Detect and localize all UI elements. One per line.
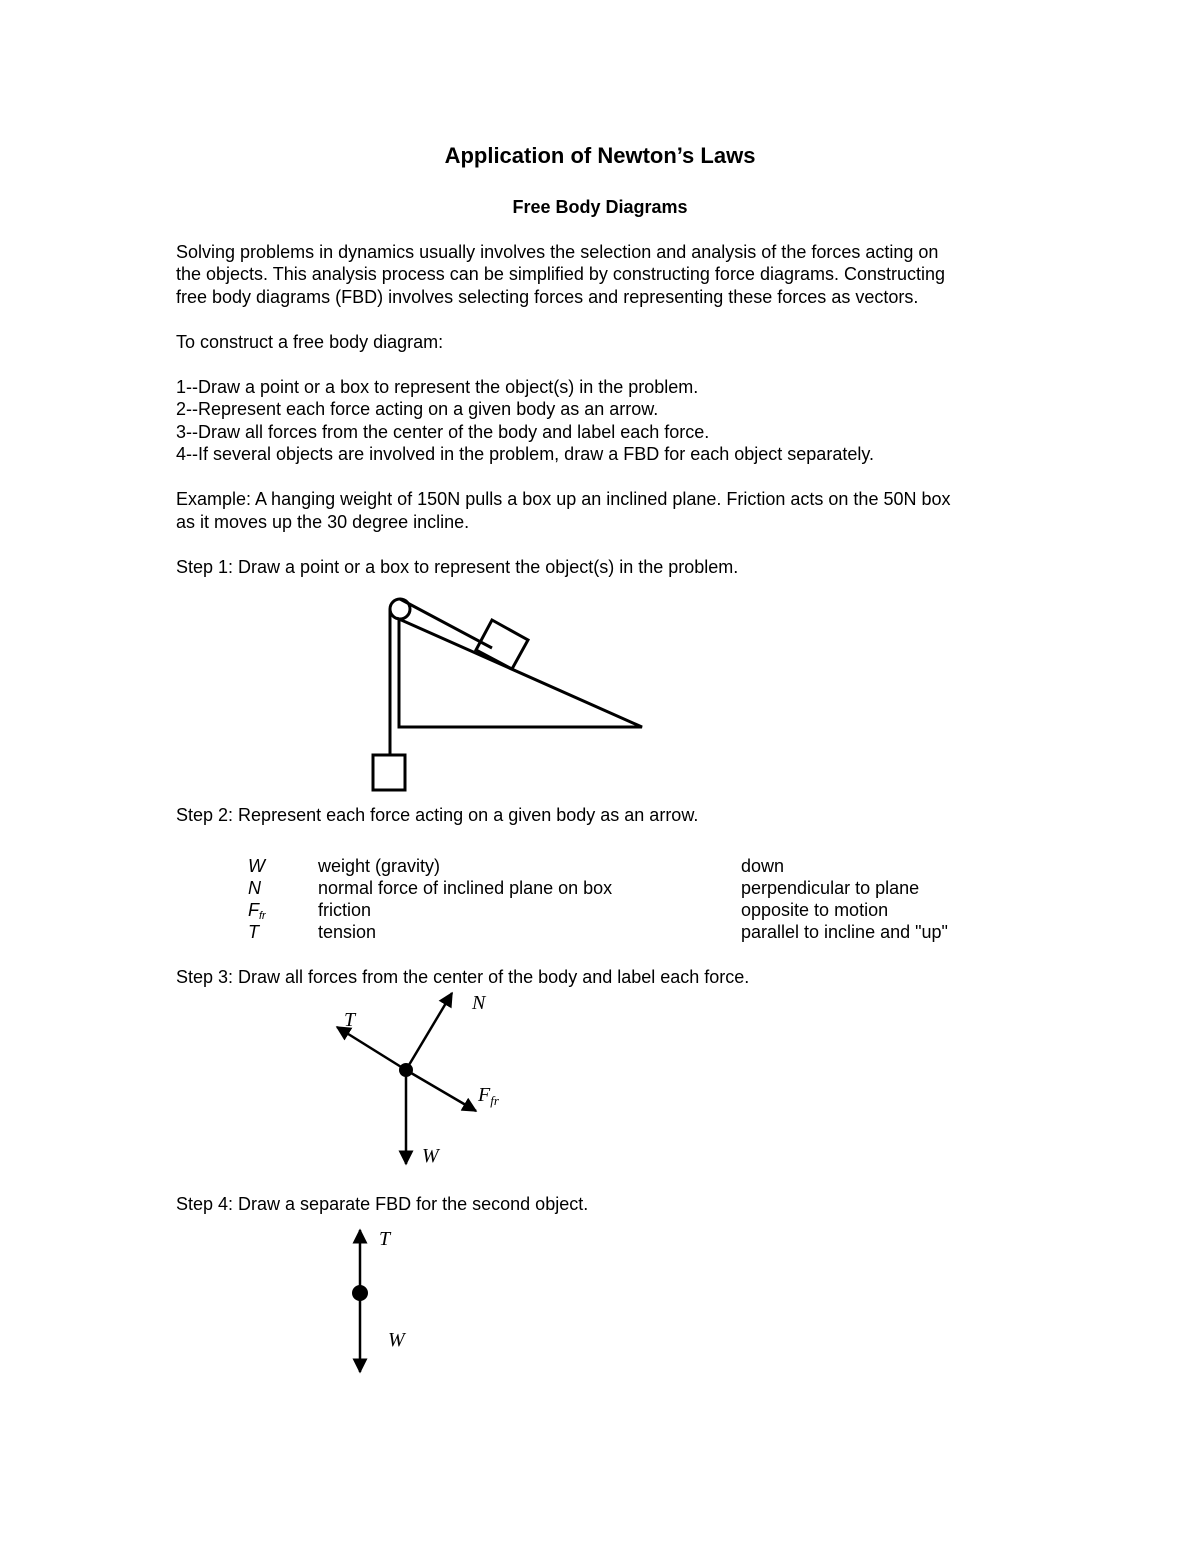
body-point — [352, 1285, 368, 1301]
force-symbol: W — [248, 856, 265, 876]
construct-heading: To construct a free body diagram: — [176, 332, 444, 352]
step4-heading: Step 4: Draw a separate FBD for the second object. — [176, 1194, 589, 1214]
weight-label: W — [388, 1329, 405, 1351]
force-name: weight (gravity) — [318, 856, 441, 876]
intro-line-3: free body diagrams (FBD) involves selecting forces and representing these forces as vectors. — [176, 287, 919, 307]
force-name: normal force of inclined plane on box — [318, 878, 613, 898]
tension-label: T — [344, 1009, 356, 1031]
example-line-1: Example: A hanging weight of 150N pulls a box up an inclined plane. Friction acts on the 50N box — [176, 489, 951, 509]
intro-line-1: Solving problems in dynamics usually involves the selection and analysis of the forces acting on — [176, 242, 939, 262]
friction-label: $F_{fr}$ — [478, 1084, 499, 1108]
normal-label: N — [472, 992, 486, 1014]
force-symbol: $F_{fr}$ — [248, 900, 266, 922]
force-direction: parallel to incline and "up" — [741, 922, 948, 942]
tension-label: T — [379, 1228, 391, 1250]
force-symbol: N — [248, 878, 261, 898]
example-line-2: as it moves up the 30 degree incline. — [176, 512, 470, 532]
list-item-1: 1--Draw a point or a box to represent the object(s) in the problem. — [176, 377, 699, 397]
force-direction: perpendicular to plane — [741, 878, 920, 898]
step2-heading: Step 2: Represent each force acting on a given body as an arrow. — [176, 805, 699, 825]
force-name: friction — [318, 900, 372, 920]
list-item-3: 3--Draw all forces from the center of the body and label each force. — [176, 422, 710, 442]
page-title: Application of Newton’s Laws — [444, 143, 756, 168]
force-name: tension — [318, 922, 377, 942]
intro-line-2: the objects. This analysis process can be simplified by constructing force diagrams. Constructing — [176, 264, 946, 284]
step1-heading: Step 1: Draw a point or a box to represent the object(s) in the problem. — [176, 557, 739, 577]
step3-heading: Step 3: Draw all forces from the center of the body and label each force. — [176, 967, 750, 987]
force-symbol: T — [248, 922, 259, 942]
force-direction: opposite to motion — [741, 900, 889, 920]
page-subtitle: Free Body Diagrams — [512, 197, 688, 217]
weight-label: W — [422, 1145, 439, 1167]
force-direction: down — [741, 856, 785, 876]
list-item-2: 2--Represent each force acting on a given body as an arrow. — [176, 399, 659, 419]
list-item-4: 4--If several objects are involved in the problem, draw a FBD for each object separately. — [176, 444, 875, 464]
